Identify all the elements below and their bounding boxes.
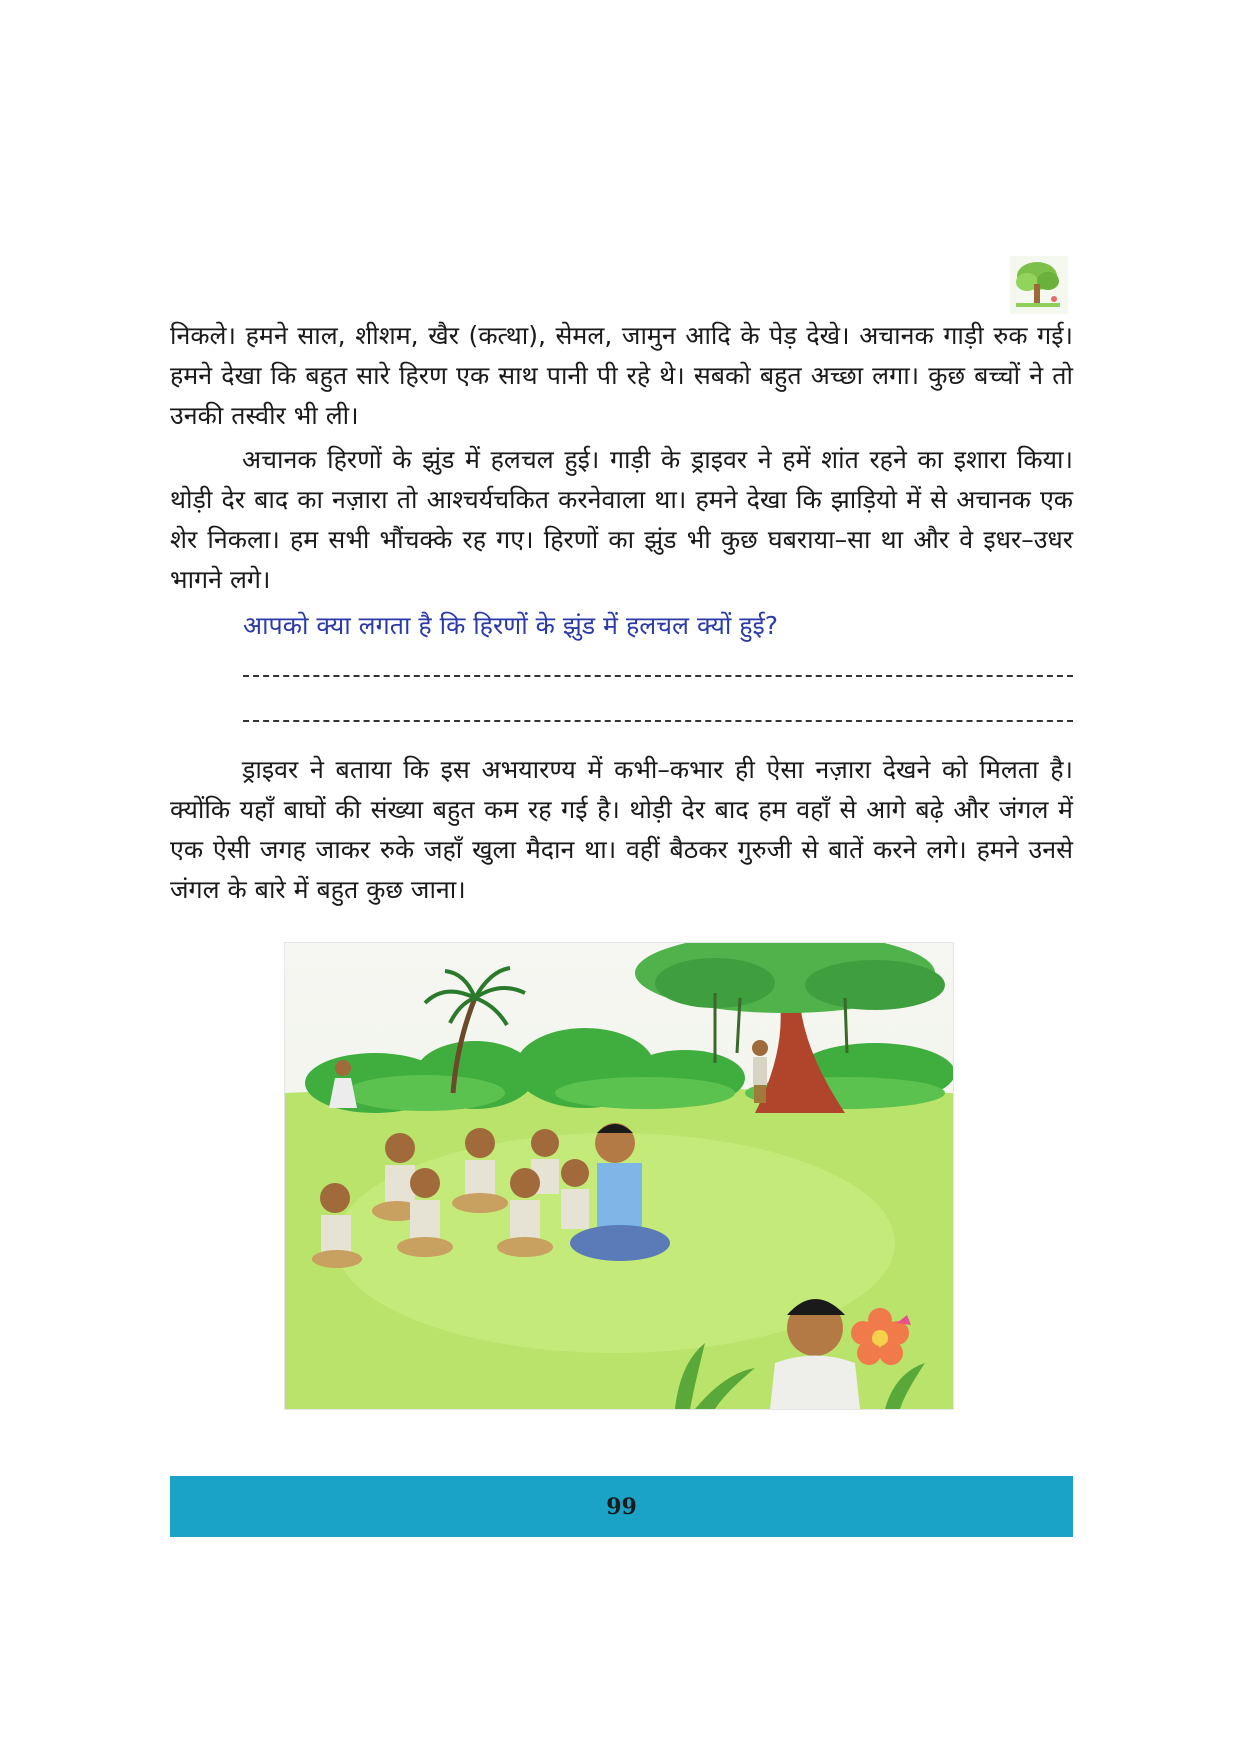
answer-line-2 bbox=[243, 720, 1073, 722]
paragraph-1: निकले। हमने साल, शीशम, खैर (कत्था), सेमल, जामुन आदि के पेड़ देखे। अचानक गाड़ी रुक गई। हमने देखा कि बहुत सारे हिरण एक साथ पानी पी रहे थे। सबको बहुत अच्छा लगा। कुछ बच्चों ने तो उनकी तस्वीर भी ली। bbox=[170, 321, 1073, 430]
tree-icon bbox=[1010, 256, 1068, 314]
question-text: आपको क्या लगता है कि हिरणों के झुंड में हलचल क्यों हुई? bbox=[243, 611, 779, 640]
forest-clearing-illustration bbox=[284, 942, 954, 1410]
paragraph-2: अचानक हिरणों के झुंड में हलचल हुई। गाड़ी के ड्राइवर ने हमें शांत रहने का इशारा किया। थोड़ी देर बाद का नज़ारा तो आश्चर्यचकित करनेवाला था। हमने देखा कि झाड़ियो में से अचानक एक शेर निकला। हम सभी भौंचक्के रह गए। हिरणों का झुंड भी कुछ घबराया–सा था और वे इधर–उधर भागने लगे। bbox=[170, 445, 1073, 594]
footer-bar bbox=[170, 1476, 1073, 1537]
paragraph-3: ड्राइवर ने बताया कि इस अभयारण्य में कभी–कभार ही ऐसा नज़ारा देखने को मिलता है। क्योंकि यहाँ बाघों की संख्या बहुत कम रह गई है। थोड़ी देर बाद हम वहाँ से आगे बढ़े और जंगल में एक ऐसी जगह जाकर रुके जहाँ खुला मैदान था। वहीं बैठकर गुरुजी से बातें करने लगे। हमने उनसे जंगल के बारे में बहुत कुछ जाना। bbox=[170, 755, 1073, 904]
answer-line-1 bbox=[243, 675, 1073, 677]
page-number: 99 bbox=[606, 1493, 637, 1520]
text-section-3 bbox=[170, 750, 1073, 910]
text-section-1 bbox=[170, 316, 1073, 436]
text-section-2 bbox=[170, 440, 1073, 600]
